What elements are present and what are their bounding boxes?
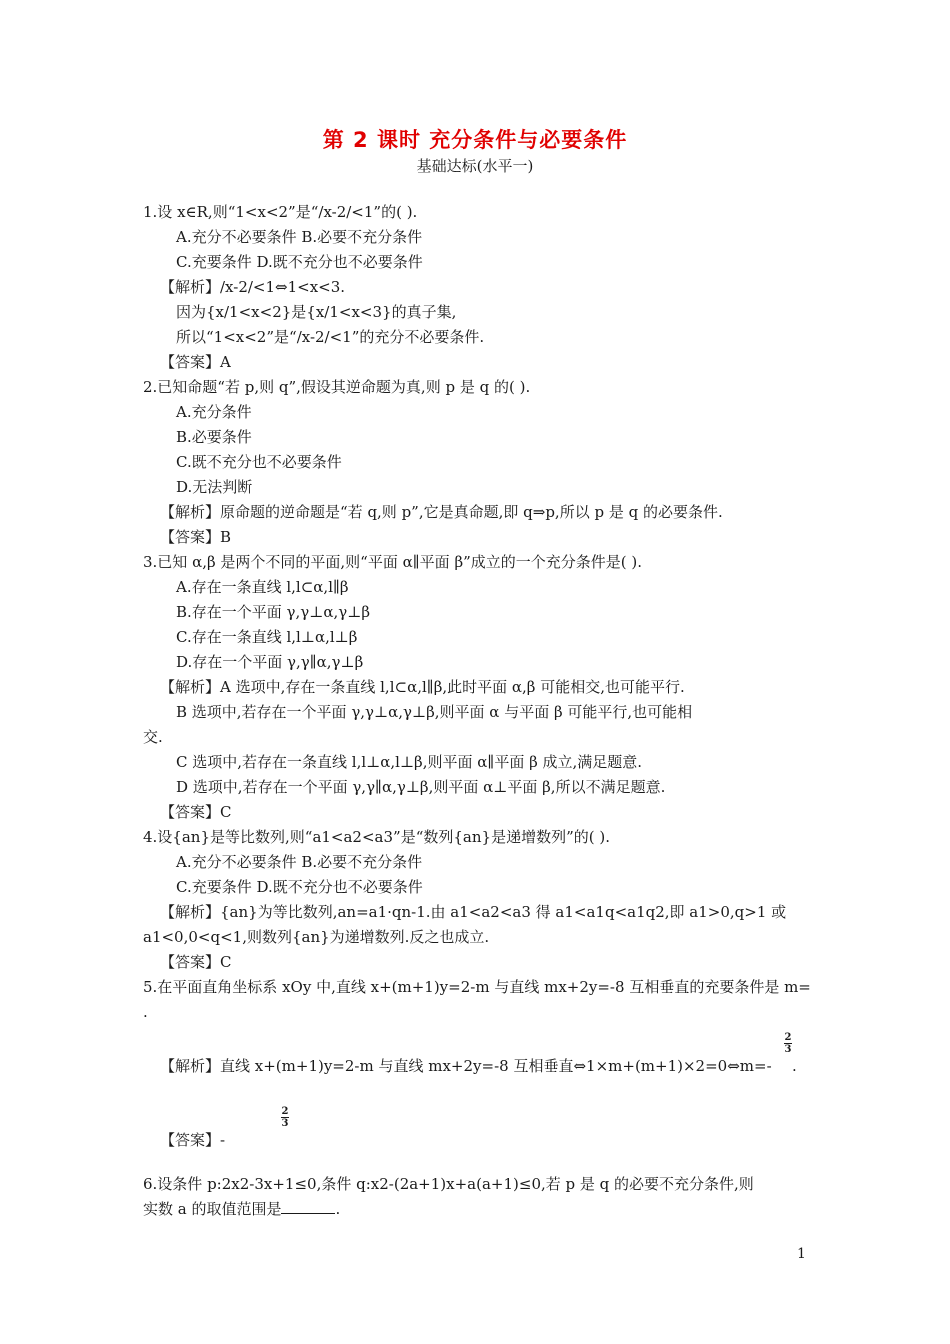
q2-answer: 【答案】B: [160, 528, 232, 546]
q6-stem-line2: [143, 1199, 340, 1219]
q5-analysis-fraction: [784, 1032, 792, 1055]
page-subtitle: 基础达标(水平一): [416, 157, 534, 175]
q6-stem-line2-text: 实数 a 的取值范围是: [143, 1200, 282, 1218]
q3-option-b: B.存在一个平面 γ,γ⊥α,γ⊥β: [176, 603, 371, 621]
q1-analysis-line2: 因为{x/1<x<2}是{x/1<x<3}的真子集,: [176, 303, 457, 321]
q5-answer: 【答案】-: [160, 1131, 226, 1149]
q5-answer-fraction-numerator: 2: [281, 1106, 289, 1117]
page-number: 1: [797, 1246, 806, 1262]
q4-stem: 4.设{an}是等比数列,则“a1<a2<a3”是“数列{an}是递增数列”的( ).: [143, 828, 610, 846]
q2-option-a: A.充分条件: [176, 403, 252, 421]
q3-answer: 【答案】C: [160, 803, 232, 821]
q4-analysis-line1: 【解析】{an}为等比数列,an=a1·qn-1.由 a1<a2<a3 得 a1<a1q<a1q2,即 a1>0,q>1 或: [160, 903, 787, 921]
q2-option-c: C.既不充分也不必要条件: [176, 453, 342, 471]
q2-option-b: B.必要条件: [176, 428, 252, 446]
q5-answer-fraction-denominator: 3: [281, 1118, 289, 1129]
q2-option-d: D.无法判断: [176, 478, 253, 496]
q5-analysis-end: .: [792, 1057, 797, 1075]
q3-option-c: C.存在一条直线 l,l⊥α,l⊥β: [176, 628, 358, 646]
q3-analysis-b-line2: 交.: [143, 728, 163, 746]
q4-options-cd: C.充要条件 D.既不充分也不必要条件: [176, 878, 423, 896]
q1-options-ab: A.充分不必要条件 B.必要不充分条件: [176, 228, 423, 246]
q5-analysis-fraction-numerator: 2: [784, 1032, 792, 1043]
q5-answer-fraction: [281, 1106, 289, 1129]
q1-options-cd: C.充要条件 D.既不充分也不必要条件: [176, 253, 423, 271]
q3-analysis-a: 【解析】A 选项中,存在一条直线 l,l⊂α,l∥β,此时平面 α,β 可能相交,也可能平行.: [160, 678, 685, 696]
q5-analysis-fraction-denominator: 3: [784, 1044, 792, 1055]
q2-stem: 2.已知命题“若 p,则 q”,假设其逆命题为真,则 p 是 q 的( ).: [143, 378, 531, 396]
q3-analysis-c: C 选项中,若存在一条直线 l,l⊥α,l⊥β,则平面 α∥平面 β 成立,满足题意.: [176, 753, 643, 771]
q3-option-d: D.存在一个平面 γ,γ∥α,γ⊥β: [176, 653, 364, 671]
q5-analysis: 【解析】直线 x+(m+1)y=2-m 与直线 mx+2y=-8 互相垂直⇔1×m+(m+1)×2=0⇔m=-: [160, 1057, 772, 1075]
q4-options-ab: A.充分不必要条件 B.必要不充分条件: [176, 853, 423, 871]
q3-option-a: A.存在一条直线 l,l⊂α,l∥β: [176, 578, 349, 596]
q6-stem-line2-end: .: [335, 1200, 341, 1218]
page-title: 第 2 课时 充分条件与必要条件: [322, 128, 628, 152]
q1-answer: 【答案】A: [160, 353, 231, 371]
q5-stem: 5.在平面直角坐标系 xOy 中,直线 x+(m+1)y=2-m 与直线 mx+2y=-8 互相垂直的充要条件是 m=: [143, 978, 811, 996]
q5-stem-end: .: [143, 1003, 148, 1021]
q4-answer: 【答案】C: [160, 953, 232, 971]
q3-analysis-b-line1: B 选项中,若存在一个平面 γ,γ⊥α,γ⊥β,则平面 α 与平面 β 可能平行,也可能相: [176, 703, 693, 721]
answer-blank: [281, 1199, 335, 1214]
q4-analysis-line2: a1<0,0<q<1,则数列{an}为递增数列.反之也成立.: [143, 928, 490, 946]
q3-stem: 3.已知 α,β 是两个不同的平面,则“平面 α∥平面 β”成立的一个充分条件是( ).: [143, 553, 643, 571]
q3-analysis-d: D 选项中,若存在一个平面 γ,γ∥α,γ⊥β,则平面 α⊥平面 β,所以不满足题意.: [176, 778, 666, 796]
q2-analysis: 【解析】原命题的逆命题是“若 q,则 p”,它是真命题,即 q⇒p,所以 p 是 q 的必要条件.: [160, 503, 723, 521]
q1-stem: 1.设 x∈R,则“1<x<2”是“/x-2/<1”的( ).: [143, 203, 418, 221]
q1-analysis-line3: 所以“1<x<2”是“/x-2/<1”的充分不必要条件.: [176, 328, 485, 346]
q6-stem-line1: 6.设条件 p:2x2-3x+1≤0,条件 q:x2-(2a+1)x+a(a+1)≤0,若 p 是 q 的必要不充分条件,则: [143, 1175, 754, 1193]
q1-analysis-line1: 【解析】/x-2/<1⇔1<x<3.: [160, 278, 346, 296]
